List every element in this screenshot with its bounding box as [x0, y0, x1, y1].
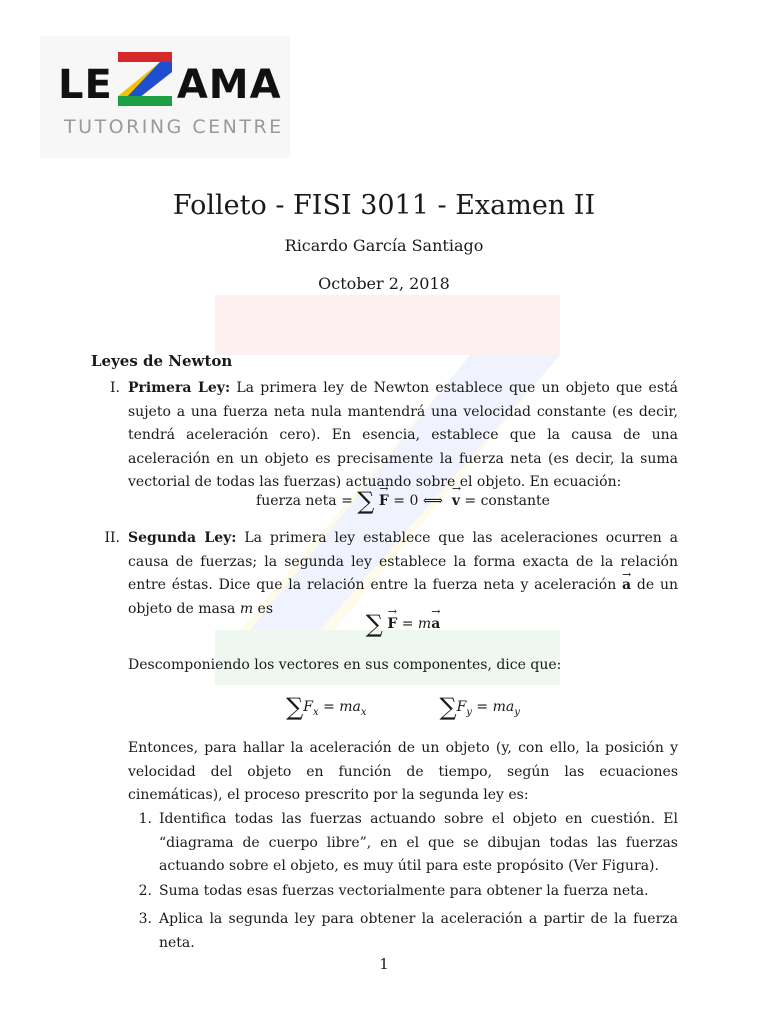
first-law-paragraph [128, 377, 678, 495]
accel-vector: → a [431, 616, 440, 632]
date: October 2, 2018 [318, 274, 450, 293]
first-law-text: La primera ley de Newton establece que un objeto que está sujeto a una fuerza neta nula mantendrá una velocidad constante (es decir, tendrá aceleración cero). En esencia, establece que la causa de una aceleración en un objeto es precisamente la fuerza neta (es decir, la suma vectorial de todas las fuerzas) actuando sobre el objeto. En ecuación: [128, 380, 678, 490]
velocity-vector: → v [452, 493, 460, 509]
mass-symbol: m [239, 600, 254, 617]
second-law-text: La primera ley establece que las aceleraciones ocurren a causa de fuerzas; la segunda ley establece la forma exacta de la relación entre éstas. Dice que la relación entre la fuerza neta y aceleración [128, 530, 679, 593]
subscript: y [514, 706, 520, 718]
components-intro: Descomponiendo los vectores en sus componentes, dice que: [128, 657, 562, 673]
force-vector: → F [379, 493, 389, 509]
subscript: y [466, 706, 472, 718]
item-number: II. [104, 530, 120, 546]
second-law-equation [128, 610, 678, 638]
logo-subtitle: TUTORING CENTRE [64, 116, 284, 138]
second-law-label: Segunda Ley: [128, 530, 237, 546]
eq-text: = ma [318, 699, 361, 715]
subscript: x [360, 706, 367, 718]
author: Ricardo García Santiago [284, 236, 484, 255]
eq-rhs: = constante [459, 493, 550, 509]
accel-vector: → a [622, 574, 631, 598]
eq-lhs: fuerza neta = [256, 493, 358, 509]
logo-text-right: AMA [176, 62, 282, 108]
sigma-symbol: ∑ [365, 610, 383, 638]
iff-symbol: ⟺ [422, 493, 443, 509]
step-number: 2. [138, 883, 152, 899]
logo [58, 62, 282, 108]
component-equations [128, 693, 678, 721]
logo-z-mark-icon [116, 50, 174, 108]
eq-zero: = 0 [388, 493, 423, 509]
procedure-intro: Entonces, para hallar la aceleración de un objeto (y, con ello, la posición y velocidad del objeto en función de tiempo, según las ecuaciones cinemáticas), el proceso prescrito por la segunda ley es: [128, 740, 678, 803]
fx-symbol: F [303, 699, 313, 715]
sigma-symbol: ∑ [439, 693, 457, 721]
sigma-symbol: ∑ [286, 693, 304, 721]
subscript: x [312, 706, 319, 718]
item-number: I. [110, 380, 120, 396]
step-text: Identifica todas las fuerzas actuando sobre el objeto en cuestión. El “diagrama de cuerpo libre”, en el que se dibujan todas las fuerzas actuando sobre el objeto, es muy útil para este propósito (Ver Figura). [159, 811, 678, 874]
fy-symbol: F [456, 699, 467, 715]
step-text: Aplica la segunda ley para obtener la aceleración a partir de la fuerza neta. [159, 911, 678, 951]
section-heading: Leyes de Newton [91, 352, 233, 370]
step-text: Suma todas esas fuerzas vectorialmente para obtener la fuerza neta. [159, 883, 649, 899]
second-law-paragraph [128, 527, 678, 621]
eq-mid: = m [397, 616, 432, 632]
first-law-equation [128, 487, 678, 515]
second-law-text: es [253, 600, 274, 617]
eq-text: = ma [471, 699, 515, 715]
step-number: 1. [138, 811, 152, 827]
step-number: 3. [138, 911, 152, 927]
document-title: Folleto - FISI 3011 - Examen II [172, 190, 596, 221]
force-vector: → F [387, 616, 397, 632]
sigma-symbol: ∑ [357, 487, 375, 515]
logo-text-left: LE [58, 62, 113, 108]
second-law-text: de un objeto de masa [128, 577, 678, 617]
page-number: 1 [379, 955, 389, 973]
first-law-label: Primera Ley: [128, 380, 231, 396]
